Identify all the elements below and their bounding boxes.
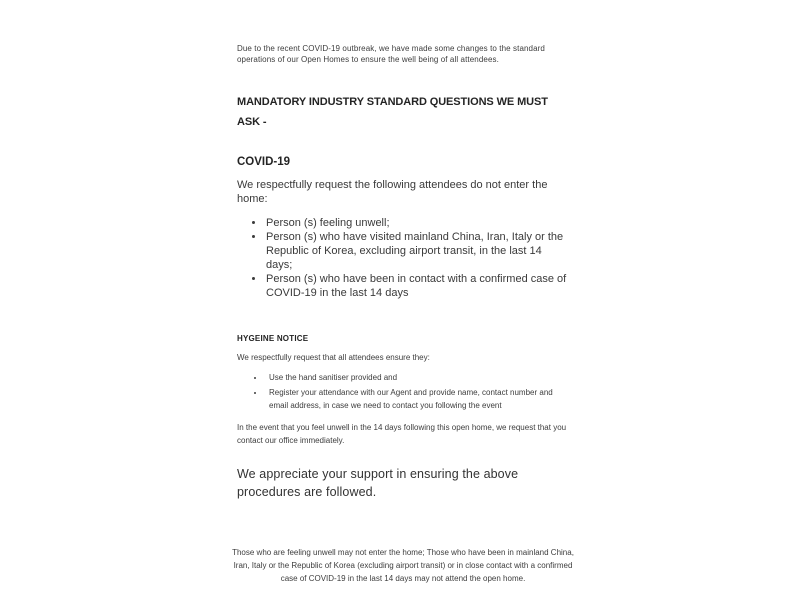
hygiene-bullet-register: • Register your attendance with our Agent and provide name, contact number and email address, in case we need to contact you following the event	[265, 386, 557, 413]
unwell-followup-paragraph: In the event that you feel unwell in the 14 days following this open home, we request that you contact our office immediately.	[237, 423, 567, 445]
covid-request-paragraph: We respectfully request the following attendees do not enter the home:	[237, 179, 548, 205]
covid-bullet-unwell: • Person (s) feeling unwell;	[265, 216, 569, 230]
covid-19-heading: COVID-19	[237, 156, 291, 168]
hygiene-notice-heading: HYGEINE NOTICE	[237, 334, 309, 343]
hygiene-request-paragraph: We respectfully request that all attendees ensure they:	[237, 353, 430, 362]
appreciation-paragraph: We appreciate your support in ensuring the above procedures are followed.	[237, 467, 519, 499]
mandatory-questions-heading: MANDATORY INDUSTRY STANDARD QUESTIONS WE MUST ASK -	[237, 96, 548, 128]
footer-summary: Those who are feeling unwell may not enter the home; Those who have been in mainland China, Iran, Italy or the Republic of Korea (excluding airport transit) or in close contact with a confirmed case of COVID-19 in the last 14 days may not attend the open home.	[232, 548, 574, 583]
covid-bullet-list	[237, 216, 569, 300]
intro-paragraph: Due to the recent COVID-19 outbreak, we have made some changes to the standard operations of our Open Homes to ensure the well being of all attendees.	[237, 44, 545, 64]
hygiene-bullet-list	[237, 371, 557, 414]
covid-bullet-travel: • Person (s) who have visited mainland China, Iran, Italy or the Republic of Korea, excluding airport transit, in the last 14 days;	[265, 230, 569, 272]
covid-bullet-contact: • Person (s) who have been in contact with a confirmed case of COVID-19 in the last 14 days	[265, 272, 569, 300]
hygiene-bullet-sanitiser: • Use the hand sanitiser provided and	[265, 371, 557, 385]
